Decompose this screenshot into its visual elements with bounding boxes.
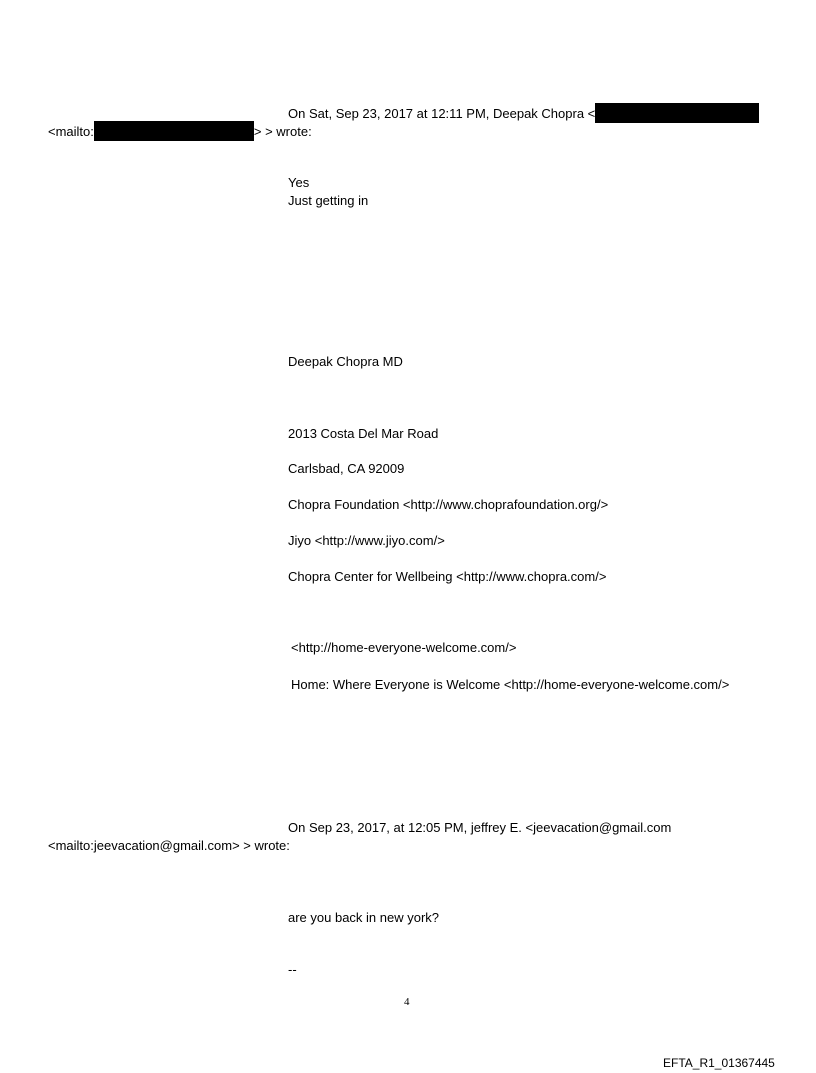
signature-address-street: 2013 Costa Del Mar Road <box>288 426 439 441</box>
quoted-header-2-line-1: On Sep 23, 2017, at 12:05 PM, jeffrey E. <jeevacation@gmail.com <box>288 820 672 835</box>
signature-link-home: <http://home-everyone-welcome.com/> <box>291 640 517 655</box>
redaction-block <box>595 103 759 123</box>
message-body-line: are you back in new york? <box>288 910 440 925</box>
bates-number: EFTA_R1_01367445 <box>663 1056 775 1070</box>
mailto-prefix: <mailto: <box>48 124 94 139</box>
message-body-line: Just getting in <box>288 193 369 208</box>
redaction-block <box>94 121 254 141</box>
signature-link-foundation: Chopra Foundation <http://www.choprafoundation.org/> <box>288 497 609 512</box>
signature-link-chopra-center: Chopra Center for Wellbeing <http://www.chopra.com/> <box>288 569 607 584</box>
mailto-suffix: > > wrote: <box>253 124 312 139</box>
page-number: 4 <box>404 996 410 1008</box>
quoted-header-line-2 <box>48 121 312 141</box>
message-body-line: Yes <box>288 175 310 190</box>
signature-link-jiyo: Jiyo <http://www.jiyo.com/> <box>288 533 445 548</box>
signature-link-home-welcome: Home: Where Everyone is Welcome <http://home-everyone-welcome.com/> <box>291 677 730 692</box>
quoted-header-line-1 <box>288 103 759 123</box>
header-sender-text: On Sat, Sep 23, 2017 at 12:11 PM, Deepak Chopra < <box>288 106 596 121</box>
quoted-header-2-line-2: <mailto:jeevacation@gmail.com> > wrote: <box>48 838 290 853</box>
signature-address-city: Carlsbad, CA 92009 <box>288 461 405 476</box>
signature-separator: -- <box>288 962 297 977</box>
signature-name: Deepak Chopra MD <box>288 354 403 369</box>
